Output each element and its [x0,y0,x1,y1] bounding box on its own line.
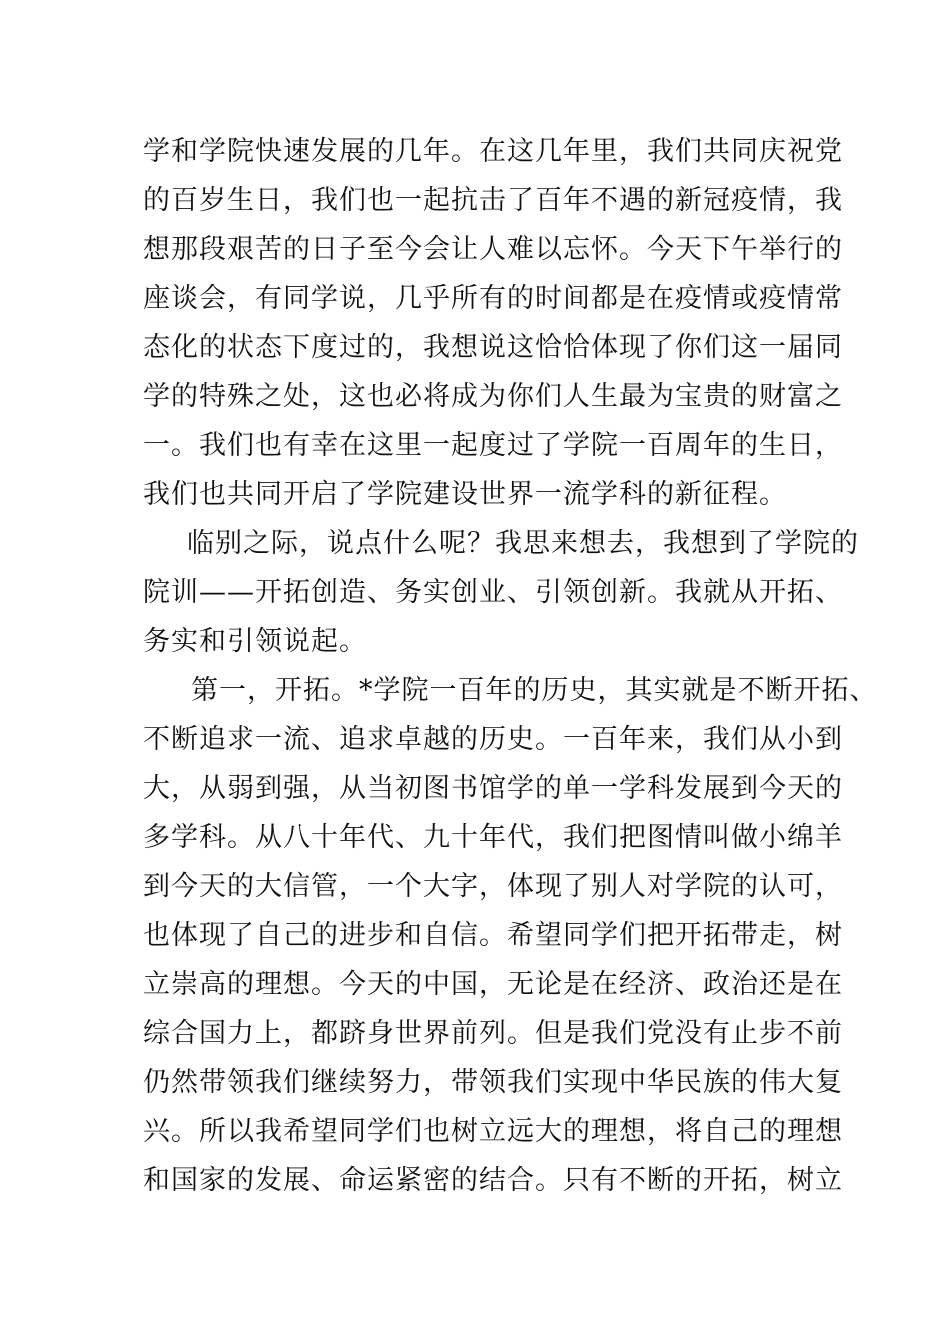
text-line: 综合国力上，都跻身世界前列。但是我们党没有止步不前 [143,1018,843,1049]
text-line: 态化的状态下度过的，我想说这恰恰体现了你们这一届同 [143,332,843,363]
text-line: 兴。所以我希望同学们也树立远大的理想，将自己的理想 [143,1116,843,1147]
text-line: 院训——开拓创造、务实创业、引领创新。我就从开拓、 [143,577,843,608]
body-text [143,127,878,1205]
text-line: 想那段艰苦的日子至今会让人难以忘怀。今天下午举行的 [143,234,843,265]
text-line: 和国家的发展、命运紧密的结合。只有不断的开拓，树立 [143,1165,843,1196]
text-line: 不断追求一流、追求卓越的历史。一百年来，我们从小到 [143,724,843,755]
text-line: 多学科。从八十年代、九十年代，我们把图情叫做小绵羊 [143,822,843,853]
text-line: 到今天的大信管，一个大字，体现了别人对学院的认可， [143,871,843,902]
text-line: 一。我们也有幸在这里一起度过了学院一百周年的生日， [143,430,843,461]
text-line: 也体现了自己的进步和自信。希望同学们把开拓带走，树 [143,920,843,951]
text-line: 大，从弱到强，从当初图书馆学的单一学科发展到今天的 [143,773,843,804]
text-line: 务实和引领说起。 [143,626,367,657]
text-line: 的百岁生日，我们也一起抗击了百年不遇的新冠疫情，我 [143,185,843,216]
text-line: 仍然带领我们继续努力，带领我们实现中华民族的伟大复 [143,1067,843,1098]
paragraph-first-line: 临别之际，说点什么呢？我思来想去，我想到了学院的 [187,528,859,559]
text-line: 学的特殊之处，这也必将成为你们人生最为宝贵的财富之 [143,381,843,412]
text-line: 我们也共同开启了学院建设世界一流学科的新征程。 [143,479,787,510]
paragraph-first-line: 第一，开拓。*学院一百年的历史，其实就是不断开拓、 [191,675,878,706]
text-line: 学和学院快速发展的几年。在这几年里，我们共同庆祝党 [143,136,843,167]
text-line: 座谈会，有同学说，几乎所有的时间都是在疫情或疫情常 [143,283,843,314]
text-line: 立崇高的理想。今天的中国，无论是在经济、政治还是在 [143,969,843,1000]
